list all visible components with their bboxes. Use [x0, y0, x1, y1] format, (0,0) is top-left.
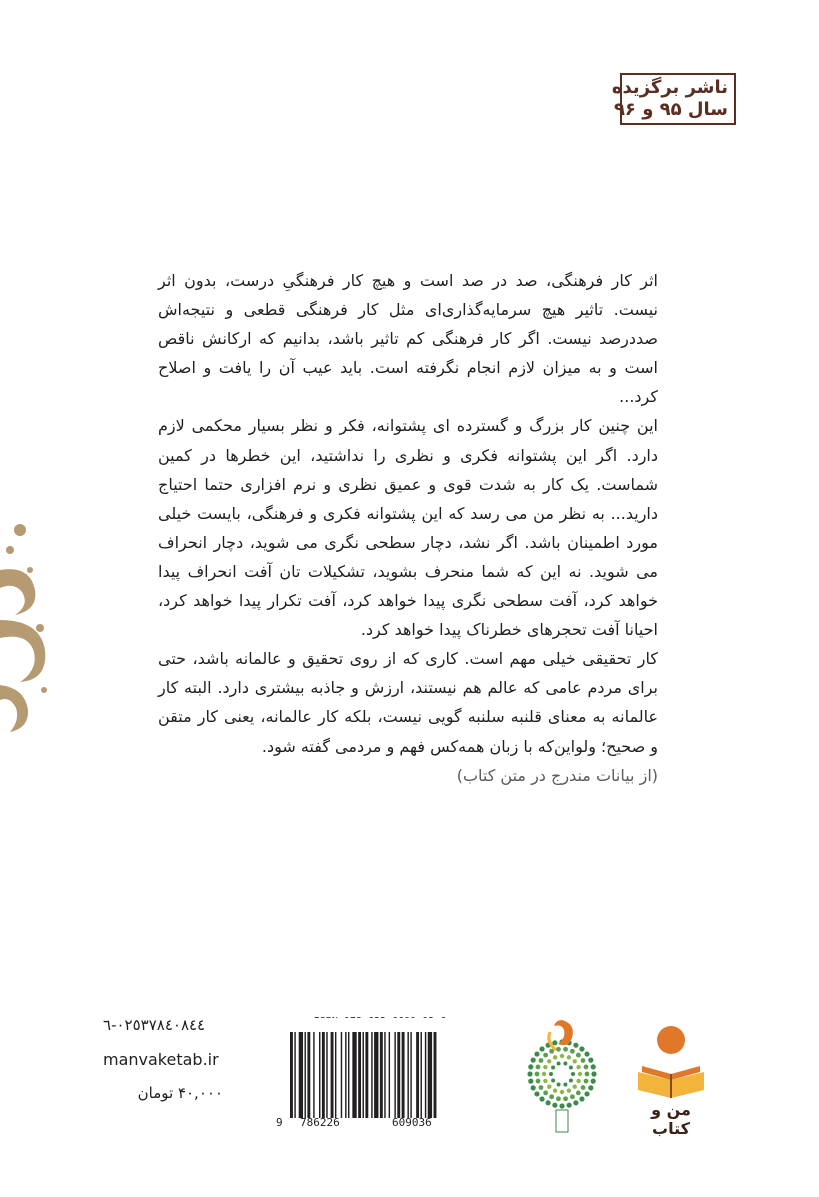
barcode-bar	[358, 1032, 361, 1118]
logo-dot	[546, 1100, 551, 1105]
barcode-bar	[371, 1032, 372, 1118]
barcode-bar	[389, 1032, 390, 1118]
logo-dot	[569, 1078, 573, 1082]
logo-dot	[551, 1078, 555, 1082]
barcode-bar	[319, 1032, 320, 1118]
barcode-bar	[394, 1032, 395, 1118]
logo-dot	[576, 1079, 580, 1083]
logo-dot	[556, 1096, 561, 1101]
barcode-bar	[341, 1032, 342, 1118]
logo-dot	[536, 1065, 541, 1070]
paragraph-1: اثر کار فرهنگی، صد در صد است و هیچ کار فرهنگیِ درست، بدون اثر نیست. تاثیر هیچ سرمایه‌گذاری‌ای مثل کار فرهنگی قطعی و نتیجه‌اش صددرصد نیست. اگر کار فرهنگی کم تاثیر باشد، بدانیم که ارکانش ناقص است و به میزان لازم انجام نگرفته است. باید عیب آن را یافت و اصلاح کرد...	[158, 271, 658, 407]
barcode-bar	[425, 1032, 426, 1118]
logo-dot	[573, 1059, 577, 1063]
logo-dot	[549, 1072, 553, 1076]
logo-dot	[553, 1088, 557, 1092]
logo-dot	[563, 1047, 568, 1052]
barcode-bar	[402, 1032, 405, 1118]
logo-dot	[539, 1046, 544, 1051]
logo-dot	[536, 1079, 541, 1084]
logo-dot	[584, 1065, 589, 1070]
phone-number: ٠٢٥٣٧٨٤٠٨٤٤-٦	[103, 1016, 206, 1034]
logo-dot	[534, 1051, 539, 1056]
logo-dot	[527, 1071, 532, 1076]
logo-dot	[591, 1071, 596, 1076]
citation: (از بیانات مندرج در متن کتاب)	[456, 765, 658, 785]
logo-dot	[531, 1058, 536, 1063]
logo-dot	[534, 1091, 539, 1096]
logo-dot	[543, 1090, 548, 1095]
logo-dot	[591, 1079, 596, 1084]
logo-dot	[539, 1096, 544, 1101]
logo-dot	[563, 1082, 567, 1086]
logo-dot	[557, 1062, 561, 1066]
logo-dot	[563, 1096, 568, 1101]
paragraph-3: کار تحقیقی خیلی مهم است. کاری که از روی تحقیق و عالمانه باشد، حتی برای مردم عامی که عالم هم نیستند، ارزش و جاذبه بیشتری دارد. البته کار عالمانه به معنای قلنبه سلنبه گویی نیست، بلکه کار عالمانه، یعنی کار متقن و صحیح؛ ولواین‌که با زبان همه‌کس فهم و مردمی گفته شود.	[158, 649, 658, 756]
logo-dot	[528, 1064, 533, 1069]
barcode-bar	[410, 1032, 411, 1118]
logo-dot	[581, 1058, 586, 1063]
website-url: manvaketab.ir	[103, 1050, 219, 1069]
publisher-award-badge	[611, 73, 736, 125]
barcode-bar	[434, 1032, 437, 1118]
logo-dot	[576, 1090, 581, 1095]
logo-dot	[539, 1085, 544, 1090]
logo-dot	[559, 1103, 564, 1108]
barcode-digits-right: 609036	[392, 1116, 432, 1129]
logo-dot	[552, 1040, 557, 1045]
logo-dot	[547, 1059, 551, 1063]
barcode-bar	[313, 1032, 314, 1118]
logo-dot	[563, 1062, 567, 1066]
barcode-bar	[374, 1032, 378, 1118]
barcode-bar	[307, 1032, 310, 1118]
logo-dot	[576, 1053, 581, 1058]
logo-dot	[585, 1072, 590, 1077]
barcode-bar	[305, 1032, 306, 1118]
logo-dot	[573, 1043, 578, 1048]
barcode-bar	[345, 1032, 346, 1118]
logo-dot	[573, 1085, 577, 1089]
back-cover-text	[158, 266, 658, 790]
logo-dot	[543, 1065, 547, 1069]
logo-dot	[551, 1066, 555, 1070]
logo-dot	[542, 1072, 546, 1076]
logo-dot	[584, 1091, 589, 1096]
logo-dot	[547, 1085, 551, 1089]
logo-dot	[543, 1053, 548, 1058]
logo-dot	[588, 1058, 593, 1063]
paragraph-2: این چنین کار بزرگ و گسترده ای پشتوانه، فکر و نظر بسیار محکمی لازم دارد. اگر این پشتوانه فکری و نظری را نداشتید، این خطرها در کمین شماست. یک کار به شدت قوی و عمیق نظری و نرم افزاری حتما احتیاج دارید... به نظر من می رسد که این پشتوانه فکری و فرهنگی، بایست خیلی مورد اطمینان باشد. اگر نشد، دچار سطحی نگری می شوید، دچار انحراف می شوید. نه این که شما منحرف بشوید، تشکیلات تان آفت انحراف پیدا خواهد کرد، آفت سطحی نگری پیدا خواهد کرد، آفت تکرار پیدا خواهد کرد، احیانا آفت تحجرهای خطرناک پیدا خواهد کرد.	[158, 416, 658, 640]
decorative-ornament-icon	[0, 510, 52, 740]
barcode-bar	[416, 1032, 419, 1118]
logo-dot	[579, 1096, 584, 1101]
badge-line-1: ناشر برگزیده	[611, 77, 728, 98]
barcode-bar	[299, 1032, 303, 1118]
barcode-bar	[380, 1032, 383, 1118]
logo-dot	[567, 1088, 571, 1092]
ornamental-circle-logo-icon	[520, 1012, 604, 1136]
barcode-bar	[397, 1032, 400, 1118]
logo-dot	[549, 1094, 554, 1099]
logo-dot	[570, 1049, 575, 1054]
barcode-bar	[290, 1032, 293, 1118]
logo-dot	[567, 1103, 572, 1108]
barcode-bar	[352, 1032, 356, 1118]
badge-line-2: سال ۹۵ و ۹۶	[613, 99, 728, 120]
barcode-bar	[428, 1032, 432, 1118]
barcode-bar	[331, 1032, 334, 1118]
logo-dot	[579, 1046, 584, 1051]
logo-dot	[584, 1051, 589, 1056]
logo-dot	[552, 1103, 557, 1108]
logo-dot	[591, 1064, 596, 1069]
logo-dot	[584, 1079, 589, 1084]
logo-dot	[567, 1055, 571, 1059]
barcode-digits-left: 786226	[300, 1116, 340, 1129]
barcode-bar	[322, 1032, 325, 1118]
barcode-bar	[348, 1032, 349, 1118]
logo-dot	[578, 1072, 582, 1076]
barcode-bar	[294, 1032, 295, 1118]
logo-dot	[543, 1079, 547, 1083]
logo-dot	[553, 1055, 557, 1059]
price: ۴۰,۰۰۰ تومان	[137, 1084, 223, 1102]
logo-dot	[588, 1085, 593, 1090]
logo-dot	[560, 1054, 564, 1058]
logo-dot	[581, 1085, 586, 1090]
barcode-digit-first: 9	[276, 1116, 283, 1129]
logo-dot	[576, 1065, 580, 1069]
logo-dot	[528, 1079, 533, 1084]
barcode-bar	[365, 1032, 368, 1118]
barcode-bar	[384, 1032, 385, 1118]
logo-dot	[573, 1100, 578, 1105]
logo-dot	[569, 1066, 573, 1070]
logo-dot	[570, 1094, 575, 1099]
barcode-bar	[407, 1032, 408, 1118]
logo-dot	[557, 1082, 561, 1086]
barcode-bar	[335, 1032, 336, 1118]
barcode-bar	[326, 1032, 327, 1118]
publisher-name: من و کتاب	[651, 1100, 691, 1138]
logo-dot	[531, 1085, 536, 1090]
logo-dot	[539, 1058, 544, 1063]
logo-dot	[556, 1047, 561, 1052]
barcode-bar	[363, 1032, 364, 1118]
logo-dot	[560, 1090, 564, 1094]
barcode-bar	[421, 1032, 422, 1118]
logo-dot	[535, 1072, 540, 1077]
logo-dot	[571, 1072, 575, 1076]
